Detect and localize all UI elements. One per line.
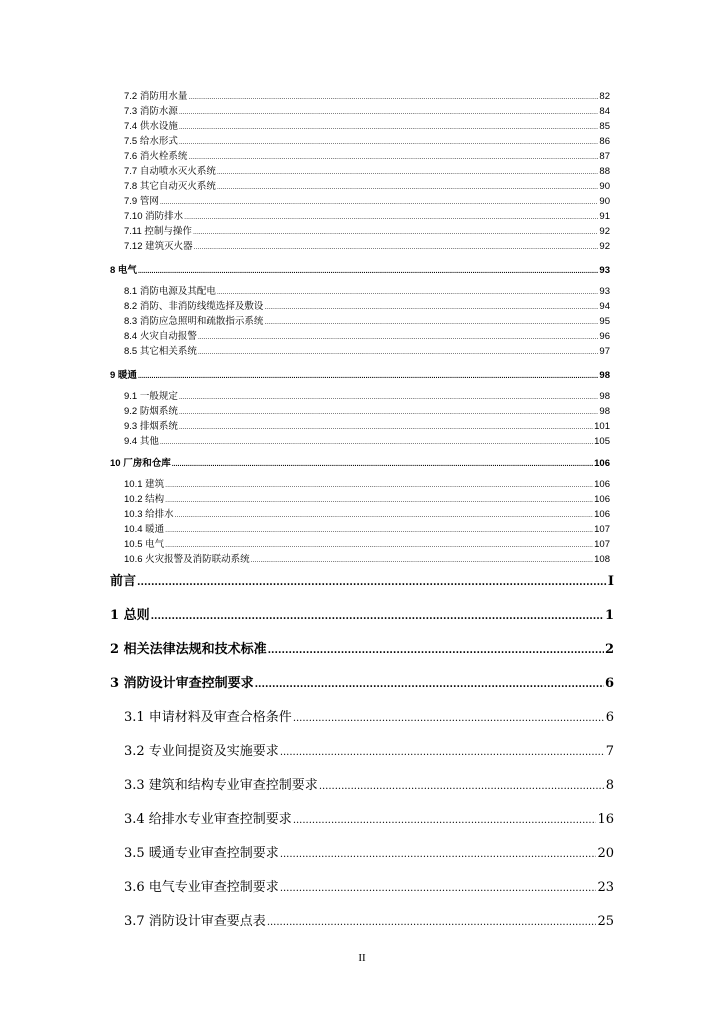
toc-entry-label: 8.5 其它相关系统	[124, 346, 197, 357]
leader-dots	[165, 497, 593, 504]
toc-entry[interactable]	[124, 283, 610, 296]
toc-entry-page: 98	[599, 406, 610, 417]
toc-entry[interactable]	[124, 313, 610, 326]
toc-entry-label: 7.4 供水设施	[124, 121, 178, 132]
leader-dots	[293, 713, 605, 724]
toc-big-chapter-label: 1 总则	[110, 608, 150, 623]
toc-big-entry-label: 3.1 申请材料及审查合格条件	[124, 710, 292, 725]
leader-dots	[179, 109, 599, 116]
toc-big-chapter-entry[interactable]	[110, 570, 614, 590]
toc-entry-label: 7.2 消防用水量	[124, 91, 188, 102]
leader-dots	[198, 334, 599, 341]
toc-entry[interactable]	[124, 88, 610, 101]
toc-big-chapter-entry[interactable]	[110, 638, 614, 658]
toc-entry-page: 97	[599, 346, 610, 357]
toc-big-chapter-label: 3 消防设计审查控制要求	[110, 676, 254, 691]
toc-entry-label: 10.4 暖通	[124, 524, 165, 535]
toc-entry[interactable]	[124, 418, 610, 431]
leader-dots	[175, 512, 594, 519]
toc-chapter-label: 8 电气	[110, 265, 137, 276]
toc-entry-page: 86	[599, 136, 610, 147]
toc-entry-page: 91	[599, 211, 610, 222]
toc-big-entry-page: 8	[605, 778, 614, 793]
toc-entry[interactable]	[124, 536, 610, 549]
leader-dots	[319, 781, 605, 792]
toc-entry[interactable]	[124, 506, 610, 519]
leader-dots	[179, 124, 599, 131]
toc-big-chapter-page: 6	[604, 676, 614, 691]
leader-dots	[179, 424, 593, 431]
toc-big-entry-label: 3.7 消防设计审查要点表	[124, 914, 266, 929]
leader-dots	[194, 244, 599, 251]
toc-entry-page: 107	[594, 539, 610, 550]
toc-entry-label: 7.12 建筑灭火器	[124, 241, 193, 252]
toc-entry-label: 10.2 结构	[124, 494, 165, 505]
toc-entry[interactable]	[124, 328, 610, 341]
leader-dots	[138, 268, 598, 275]
toc-entry-page: 108	[594, 554, 610, 565]
leader-dots	[184, 214, 598, 221]
toc-big-entry[interactable]	[124, 808, 614, 828]
toc-entry-label: 7.11 控制与操作	[124, 226, 192, 237]
toc-entry-label: 7.5 给水形式	[124, 136, 178, 147]
toc-big-chapter-page: 2	[604, 642, 614, 657]
toc-entry-page: 96	[599, 331, 610, 342]
toc-entry[interactable]	[124, 433, 610, 446]
toc-entry-label: 9.2 防烟系统	[124, 406, 178, 417]
toc-entry-page: 90	[599, 181, 610, 192]
toc-entry-label: 7.9 管网	[124, 196, 159, 207]
toc-entry-page: 92	[599, 241, 610, 252]
toc-entry-page: 82	[599, 91, 610, 102]
leader-dots	[188, 154, 598, 161]
toc-entry-label: 7.7 自动喷水灭火系统	[124, 166, 216, 177]
toc-big-entry[interactable]	[124, 706, 614, 726]
toc-chapter-label: 10 厂房和仓库	[110, 458, 171, 469]
leader-dots	[188, 94, 598, 101]
toc-entry-page: 107	[594, 524, 610, 535]
toc-entry-label: 7.10 消防排水	[124, 211, 184, 222]
toc-entry[interactable]	[124, 551, 610, 564]
toc-big-chapter-entry[interactable]	[110, 672, 614, 692]
leader-dots	[217, 169, 599, 176]
toc-big-entry[interactable]	[124, 740, 614, 760]
toc-big-chapter-entry[interactable]	[110, 604, 614, 624]
toc-entry[interactable]	[124, 403, 610, 416]
leader-dots	[280, 849, 597, 860]
toc-chapter-page: 93	[599, 265, 610, 276]
toc-chapter-entry[interactable]	[110, 367, 610, 380]
toc-entry[interactable]	[124, 148, 610, 161]
leader-dots	[198, 349, 599, 356]
leader-dots	[179, 394, 599, 401]
leader-dots	[165, 482, 593, 489]
toc-entry-page: 95	[599, 316, 610, 327]
toc-big-entry-page: 7	[605, 744, 614, 759]
leader-dots	[293, 815, 597, 826]
leader-dots	[160, 199, 599, 206]
toc-entry[interactable]	[124, 343, 610, 356]
toc-entry-label: 10.6 火灾报警及消防联动系统	[124, 554, 250, 565]
toc-entry-page: 93	[599, 286, 610, 297]
toc-chapter-page: 106	[594, 458, 610, 469]
toc-big-entry-label: 3.5 暖通专业审查控制要求	[124, 846, 279, 861]
toc-chapter-page: 98	[599, 370, 610, 381]
toc-entry-label: 8.1 消防电源及其配电	[124, 286, 216, 297]
leader-dots	[251, 557, 594, 564]
toc-entry-label: 10.5 电气	[124, 539, 165, 550]
leader-dots	[217, 289, 599, 296]
toc-chapter-entry[interactable]	[110, 455, 610, 468]
toc-entry-label: 9.4 其他	[124, 436, 159, 447]
toc-entry[interactable]	[124, 521, 610, 534]
toc-big-chapter-label: 前言	[110, 574, 137, 589]
toc-entry[interactable]	[124, 223, 610, 236]
toc-entry[interactable]	[124, 298, 610, 311]
toc-entry-page: 92	[599, 226, 610, 237]
toc-big-entry-page: 16	[597, 812, 614, 827]
toc-entry[interactable]	[124, 118, 610, 131]
leader-dots	[160, 439, 593, 446]
toc-entry-page: 90	[599, 196, 610, 207]
toc-entry-label: 8.3 消防应急照明和疏散指示系统	[124, 316, 264, 327]
leader-dots	[255, 679, 604, 690]
leader-dots	[264, 304, 598, 311]
toc-entry[interactable]	[124, 388, 610, 401]
toc-entry[interactable]	[124, 193, 610, 206]
toc-entry-page: 106	[594, 494, 610, 505]
leader-dots	[179, 409, 599, 416]
toc-entry[interactable]	[124, 476, 610, 489]
toc-big-entry-label: 3.6 电气专业审查控制要求	[124, 880, 279, 895]
toc-big-entry-page: 6	[605, 710, 614, 725]
toc-entry-page: 106	[594, 479, 610, 490]
toc-entry-label: 9.1 一般规定	[124, 391, 178, 402]
leader-dots	[193, 229, 598, 236]
leader-dots	[165, 527, 593, 534]
toc-entry-page: 85	[599, 121, 610, 132]
toc-chapter-entry[interactable]	[110, 262, 610, 275]
toc-big-entry-page: 20	[597, 846, 614, 861]
leader-dots	[165, 542, 593, 549]
toc-entry-page: 88	[599, 166, 610, 177]
toc-big-entry-label: 3.2 专业间提资及实施要求	[124, 744, 279, 759]
toc-big-entry[interactable]	[124, 910, 614, 930]
toc-entry-label: 8.4 火灾自动报警	[124, 331, 197, 342]
toc-big-chapter-page: I	[607, 574, 614, 589]
leader-dots	[172, 461, 593, 468]
leader-dots	[179, 139, 599, 146]
toc-entry-label: 7.6 消火栓系统	[124, 151, 188, 162]
toc-entry-label: 8.2 消防、非消防线缆选择及敷设	[124, 301, 264, 312]
toc-entry-label: 7.3 消防水源	[124, 106, 178, 117]
toc-chapter-label: 9 暖通	[110, 370, 137, 381]
toc-entry-page: 84	[599, 106, 610, 117]
toc-entry[interactable]	[124, 133, 610, 146]
toc-big-entry-label: 3.4 给排水专业审查控制要求	[124, 812, 292, 827]
toc-big-entry-label: 3.3 建筑和结构专业审查控制要求	[124, 778, 318, 793]
toc-entry-page: 94	[599, 301, 610, 312]
toc-big-entry[interactable]	[124, 876, 614, 896]
toc-entry-label: 10.1 建筑	[124, 479, 165, 490]
leader-dots	[268, 645, 604, 656]
toc-entry-page: 101	[594, 421, 610, 432]
page-number: II	[358, 952, 366, 964]
leader-dots	[151, 611, 604, 622]
toc-entry[interactable]	[124, 178, 610, 191]
leader-dots	[264, 319, 598, 326]
toc-entry-page: 105	[594, 436, 610, 447]
toc-big-chapter-label: 2 相关法律法规和技术标准	[110, 642, 267, 657]
toc-entry[interactable]	[124, 103, 610, 116]
toc-entry-page: 106	[594, 509, 610, 520]
toc-entry-page: 98	[599, 391, 610, 402]
toc-entry[interactable]	[124, 163, 610, 176]
leader-dots	[217, 184, 599, 191]
toc-entry-label: 7.8 其它自动灭火系统	[124, 181, 216, 192]
toc-entry[interactable]	[124, 208, 610, 221]
leader-dots	[280, 747, 605, 758]
toc-big-entry[interactable]	[124, 774, 614, 794]
leader-dots	[280, 883, 597, 894]
toc-big-entry[interactable]	[124, 842, 614, 862]
toc-entry[interactable]	[124, 238, 610, 251]
leader-dots	[267, 917, 597, 928]
toc-entry-label: 9.3 排烟系统	[124, 421, 178, 432]
leader-dots	[138, 373, 598, 380]
toc-big-chapter-page: 1	[604, 608, 614, 623]
toc-entry[interactable]	[124, 491, 610, 504]
toc-entry-label: 10.3 给排水	[124, 509, 174, 520]
leader-dots	[137, 577, 607, 588]
toc-entry-page: 87	[599, 151, 610, 162]
toc-big-entry-page: 23	[597, 880, 614, 895]
toc-big-entry-page: 25	[597, 914, 614, 929]
